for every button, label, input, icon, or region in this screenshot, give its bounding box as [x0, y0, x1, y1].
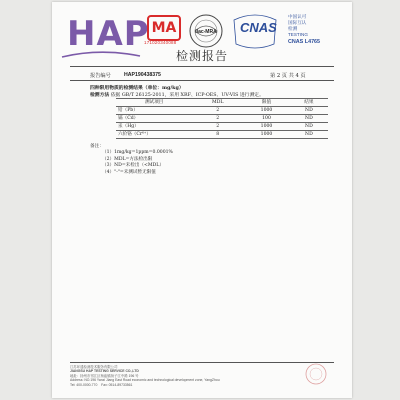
- footer: [70, 365, 340, 387]
- test-item: 镉（Cd）: [116, 115, 192, 123]
- section-heading: [90, 84, 184, 91]
- cma-logo-icon: MA: [147, 15, 181, 41]
- cma-number: 171020340088: [144, 40, 177, 45]
- result-value: ND: [290, 131, 328, 139]
- table-header-row: [116, 99, 328, 107]
- accreditation-block: [288, 14, 346, 45]
- column-header: MDL: [192, 99, 243, 107]
- result-value: ND: [290, 107, 328, 115]
- result-value: ND: [290, 115, 328, 123]
- ilac-label: ilac-MRA: [195, 29, 217, 35]
- header-divider: [70, 66, 334, 67]
- cnas-logo-text: CNAS: [240, 20, 277, 35]
- address-en: Address: NO.196 Yanzi Jiang East Road economic and technological development zone, YangZhou: [70, 378, 220, 383]
- report-title: 检测报告: [176, 49, 229, 63]
- table-row: [116, 131, 328, 139]
- meta-divider: [70, 80, 334, 81]
- table-row: [116, 115, 328, 123]
- table-row: [116, 123, 328, 131]
- accreditation-line2: 国际互认: [288, 20, 307, 25]
- test-method-value: 依据 GB/T 26125-2011，采用 XRF、ICP-OES、UV-VIS 进行测定。: [110, 93, 264, 98]
- note-item: （1）1mg/kg=1ppm=0.0001%: [102, 150, 173, 155]
- result-value: ND: [290, 123, 328, 131]
- fax: Fax: 0514-89733561: [101, 382, 133, 387]
- table-row: [116, 107, 328, 115]
- note-item: （2）MDL=方法检出限: [102, 156, 153, 162]
- mdl-value: 2: [192, 115, 243, 123]
- note-item: （4）"-"=未测试暂无限值: [102, 169, 156, 175]
- company-name-cn: 江苏环通检测技术服务有限公司: [70, 365, 118, 369]
- notes-list: [102, 150, 173, 176]
- column-header: 测试项目: [116, 99, 192, 107]
- ilac-mra-icon: [187, 12, 225, 50]
- notes-heading: 备注：: [90, 144, 104, 149]
- company-logo: HAP: [67, 14, 150, 54]
- limit-value: 100: [243, 115, 290, 123]
- accreditation-line1: 中国认可: [288, 14, 307, 19]
- seal-stamp-icon: [304, 362, 328, 386]
- test-item: 六价铬（Cr⁶⁺）: [116, 131, 192, 139]
- test-method: [90, 91, 264, 98]
- mdl-value: 8: [192, 131, 243, 139]
- accreditation-line4: TESTING: [288, 32, 308, 37]
- limit-value: 1000: [243, 123, 290, 131]
- column-header: 结果: [290, 99, 328, 107]
- cnas-lab-number: CNAS L4765: [288, 39, 321, 45]
- note-item: （3）ND=未检出（<MDL）: [102, 163, 164, 169]
- footer-divider: [70, 362, 334, 363]
- company-name-en: JIANGSU HAP TESTING SERVICE CO.,LTD: [70, 369, 139, 374]
- report-page: [52, 2, 352, 398]
- mdl-value: 2: [192, 123, 243, 131]
- column-header: 限值: [243, 99, 290, 107]
- limit-value: 1000: [243, 131, 290, 139]
- test-item: 铅（Pb）: [116, 107, 192, 115]
- test-item: 汞（Hg）: [116, 123, 192, 131]
- report-number-value: HAP190438375: [124, 72, 161, 78]
- contact-line: [70, 383, 340, 387]
- accreditation-line3: 检测: [288, 26, 298, 31]
- report-number-label: 报告编号: [90, 73, 111, 79]
- test-method-label: 检测方法: [90, 92, 110, 98]
- address-cn: 地址：扬州市邗江区杨庙镇扬子江中路 196 号: [70, 373, 139, 378]
- section-heading-text: 四种限用物质的检测结果（单位：mg/kg）: [90, 85, 184, 91]
- telephone: Tel: 400-0000-770: [70, 382, 98, 387]
- limit-value: 1000: [243, 107, 290, 115]
- mdl-value: 2: [192, 107, 243, 115]
- page-indicator: 第 2 页 共 4 页: [270, 73, 306, 79]
- results-table: [116, 98, 328, 139]
